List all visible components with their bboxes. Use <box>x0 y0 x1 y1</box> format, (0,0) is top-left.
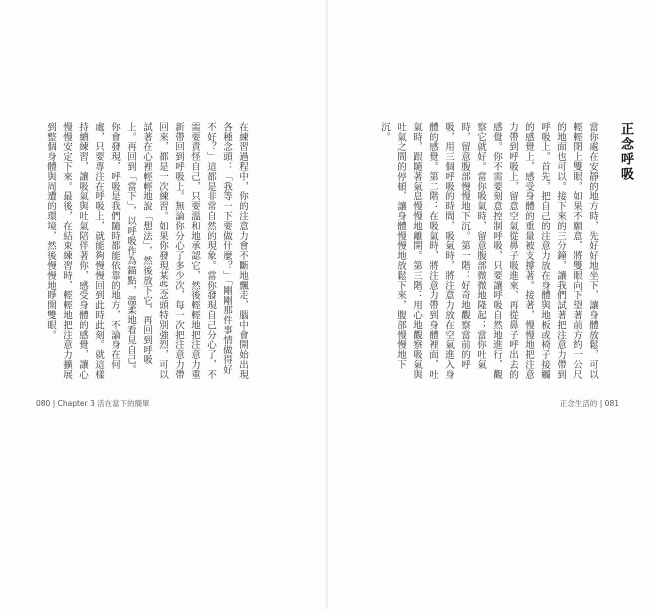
right-page <box>328 0 655 609</box>
left-page <box>0 0 327 609</box>
left-page-footer: 080 | Chapter 3 活在當下的簡單 <box>36 399 150 408</box>
right-page-body: 當你處在安靜的地方時，先好好地坐下，讓身體放鬆，可以輕輕閉上雙眼，如果不願意，將雙眼向下望著前方約一公尺的地面也可以。接下來的三分鐘，讓我們試著把注意力帶到呼吸上。首先，把自己的注意力放在身體與地板或椅子接觸的感覺上，感受身體的重量被支撐著。接著，慢慢地把注意力帶到呼吸上，留意空氣從鼻子吸進來、再從鼻子呼出去的感覺。你不需要刻意控制呼吸，只要讓呼吸自然地進行，觀察它就好。當你吸氣時，留意腹部微微地隆起；當你吐氣時，留意腹部慢慢地下沉。第一階：好奇地觀察當前的呼吸，用三個呼吸的時間，吸氣時，將注意力放在空氣進入身體的感覺。第二階：在吸氣時，將注意力帶到身體裡面，吐氣時，跟隨著氣息慢慢地離開。第三階：用心地觀察吸氣與吐氣之間的停頓，讓身體慢慢地放鬆下來，腹部慢慢地下沉。 <box>379 122 598 380</box>
left-page-body: 在練習過程中，你的注意力會不斷地飄走，腦中會開始出現各種念頭：「我等一下要做什麼？」「剛剛那件事情做得好不好？」這都是非常自然的現象。當你發現自己分心了，不需要責怪自己，只要溫和地承認它，然後輕輕地把注意力重新帶回到呼吸上。無論你分心了多少次，每一次把注意力帶回來，都是一次練習。如果你發現某些念頭特別強烈，可以試著在心裡輕輕地說「想法」，然後放下它，再回到呼吸上。再回到「當下」，以呼吸作為錨點，溫柔地看見自己。你會發現，呼吸是我們隨時都能依靠的地方，不論身在何處，只要專注在呼吸上，就能夠慢慢回到此時此刻。就這樣持續練習，讓吸氣與吐氣陪伴著你，感受身體的感覺，讓心慢慢安定下來。最後，在結束練習時，輕輕地把注意力擴展到整個身體與周遭的環境，然後慢慢地睜開雙眼。 <box>45 122 248 380</box>
right-page-footer: 正念生活的 | 081 <box>559 399 619 408</box>
section-heading: 正念呼吸 <box>618 122 633 182</box>
